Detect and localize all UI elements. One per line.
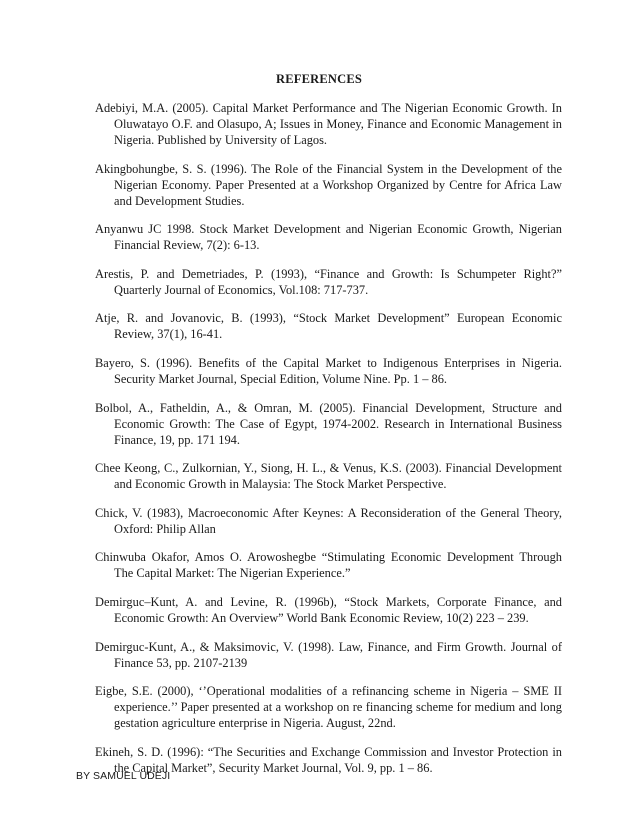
reference-entry: Adebiyi, M.A. (2005). Capital Market Performance and The Nigerian Economic Growth. In Oluwatayo O.F. and Olasupo, A; Issues in Money, Finance and Economic Management in Nigeria. Published by University of Lagos. <box>95 101 562 147</box>
reference-entry: Demirguc-Kunt, A., & Maksimovic, V. (1998). Law, Finance, and Firm Growth. Journal of Finance 53, pp. 2107-2139 <box>95 639 562 670</box>
reference-entry: Bolbol, A., Fatheldin, A., & Omran, M. (2005). Financial Development, Structure and Economic Growth: The Case of Egypt, 1974-2002. Research in International Business Finance, 19, pp. 171 194. <box>95 400 562 447</box>
reference-entry: Chee Keong, C., Zulkornian, Y., Siong, H. L., & Venus, K.S. (2003). Financial Development and Economic Growth in Malaysia: The Stock Market Perspective. <box>95 461 562 492</box>
reference-entry: Eigbe, S.E. (2000), ‘’Operational modalities of a refinancing scheme in Nigeria – SME II experience.’’ Paper presented at a workshop on re financing scheme for medium and long gestation agriculture enterprise in Nigeria. August, 22nd. <box>95 684 562 731</box>
reference-entry: Bayero, S. (1996). Benefits of the Capital Market to Indigenous Enterprises in Nigeria. Security Market Journal, Special Edition, Volume Nine. Pp. 1 – 86. <box>95 355 562 386</box>
reference-entry: Ekineh, S. D. (1996): “The Securities and Exchange Commission and Investor Protection in the Capital Market”, Security Market Journal, Vol. 9, pp. 1 – 86. <box>95 744 562 775</box>
reference-entry: Arestis, P. and Demetriades, P. (1993), “Finance and Growth: Is Schumpeter Right?” Quarterly Journal of Economics, Vol.108: 717-737. <box>95 266 562 297</box>
references-heading: REFERENCES <box>275 72 363 86</box>
reference-entry: Atje, R. and Jovanovic, B. (1993), “Stock Market Development” European Economic Review, 37(1), 16-41. <box>95 311 562 342</box>
reference-list <box>95 100 562 788</box>
reference-entry: Chinwuba Okafor, Amos O. Arowoshegbe “Stimulating Economic Development Through The Capital Market: The Nigerian Experience.” <box>95 550 562 581</box>
page-footer: BY SAMUEL UDEJI <box>76 770 171 782</box>
reference-entry: Chick, V. (1983), Macroeconomic After Keynes: A Reconsideration of the General Theory, Oxford: Philip Allan <box>95 505 562 536</box>
reference-entry: Anyanwu JC 1998. Stock Market Development and Nigerian Economic Growth, Nigerian Financial Review, 7(2): 6-13. <box>95 222 562 253</box>
reference-entry: Akingbohungbe, S. S. (1996). The Role of the Financial System in the Development of the Nigerian Economy. Paper Presented at a Workshop Organized by Centre for Africa Law and Development Studies. <box>95 161 562 208</box>
reference-entry: Demirguc–Kunt, A. and Levine, R. (1996b), “Stock Markets, Corporate Finance, and Economic Growth: An Overview” World Bank Economic Review, 10(2) 223 – 239. <box>95 594 562 625</box>
